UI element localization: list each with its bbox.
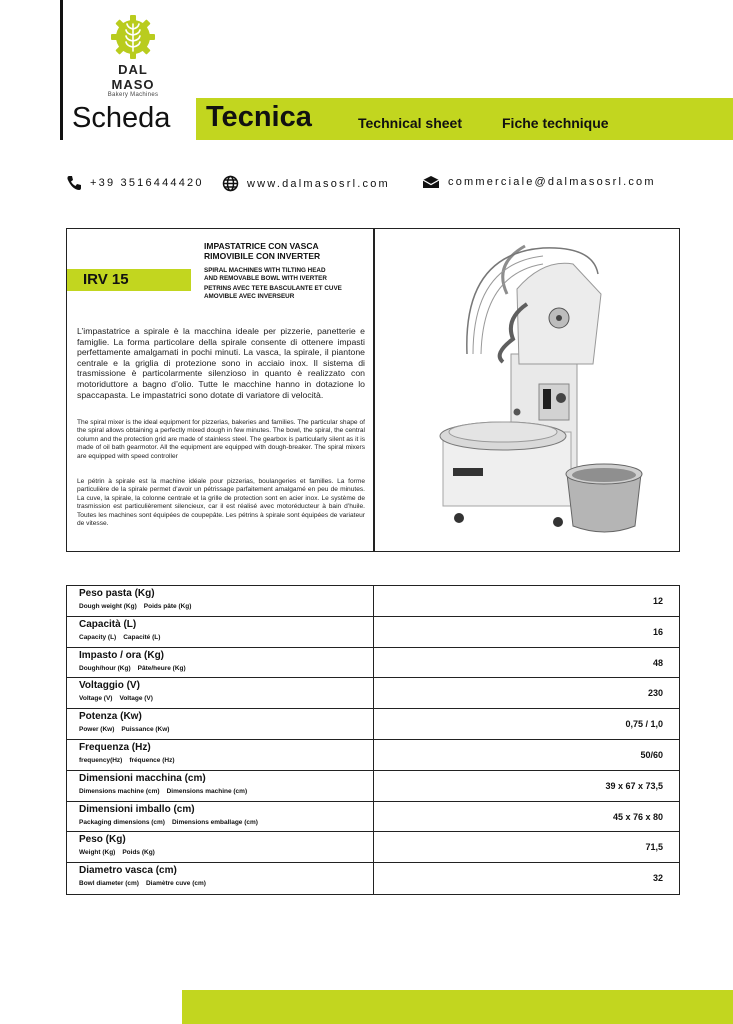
title-row [0,98,733,140]
description-en: The spiral mixer is the ideal equipment for pizzerias, bakeries and families. The particular shape of the spiral allows obtaining a perfectly mixed dough in few minutes. The bowl, the spiral, the central column and the protection grid are made of stainless steel. The gearbox is particularly silent as it is made of oil bath gearmotor. All the equipment are equipped with dough-breaker. The spiral mixers are equipped with speed controller [77,419,365,460]
spec-row [67,740,679,771]
heading-fr-line-1: PETRINS AVEC TETE BASCULANTE ET CUVE [204,285,342,292]
spec-row [67,802,679,833]
heading-en-line-2: AND REMOVABLE BOWL WITH IVERTER [204,275,327,282]
spec-row [67,709,679,740]
heading-it [204,241,364,261]
spec-row-separator [373,802,374,832]
brand-logo [98,14,168,98]
contact-bar [66,175,686,197]
spec-row-separator [373,832,374,862]
spec-label-fr: Pâte/heure (Kg) [137,664,186,672]
spec-value: 16 [652,626,663,637]
spec-row [67,586,679,617]
title-tecnica: Tecnica [206,101,312,133]
spec-label-en: Voltage (V) [79,695,113,703]
spec-label: Frequenza (Hz) [79,741,151,753]
spec-label: Capacità (L) [79,618,137,630]
spec-row-separator [373,648,374,678]
spec-label-en: Weight (Kg) [79,849,116,857]
spec-value: 50/60 [640,749,663,760]
spec-row-separator [373,771,374,801]
spec-translations [79,757,175,764]
spec-label: Peso (Kg) [79,834,126,846]
spec-label-en: Bowl diameter (cm) [79,880,139,888]
spec-row-separator [373,863,374,894]
spec-label: Voltaggio (V) [79,680,140,692]
brand-tagline: Bakery Machines [107,92,159,98]
heading-fr-line-2: AMOVIBLE AVEC INVERSEUR [204,293,295,300]
heading-it-line-1: IMPASTATRICE CON VASCA [204,241,319,251]
spec-translations [79,603,191,610]
spec-translations [79,695,153,702]
spec-row [67,863,679,894]
spec-label: Dimensioni imballo (cm) [79,803,195,815]
heading-en [204,267,364,283]
spec-row [67,771,679,802]
spec-label-fr: Capacité (L) [123,633,161,641]
spec-label: Impasto / ora (Kg) [79,649,165,661]
spec-row-separator [373,740,374,770]
model-name: IRV 15 [83,271,129,288]
heading-fr [204,285,364,301]
spec-translations [79,665,186,672]
spec-label-fr: Voltage (V) [119,695,153,703]
specifications-table [66,585,680,895]
spec-label-en: Dimensions machine (cm) [79,787,160,795]
globe-icon [222,175,239,192]
spec-label: Diametro vasca (cm) [79,865,177,877]
heading-en-line-1: SPIRAL MACHINES WITH TILTING HEAD [204,267,326,274]
website-url: www.dalmasosrl.com [247,177,390,190]
spec-value: 48 [652,657,663,668]
phone-icon [66,175,82,191]
contact-web[interactable] [222,175,390,192]
spec-row [67,678,679,709]
spec-value: 39 x 67 x 73,5 [605,780,663,791]
product-headings [204,241,364,301]
spec-translations [79,880,206,887]
spec-label: Peso pasta (Kg) [79,588,155,599]
title-scheda: Scheda [72,102,171,134]
spec-label-en: Dough/hour (Kg) [79,664,131,672]
model-bar [67,269,191,291]
spec-label-en: frequency(Hz) [79,756,123,764]
spec-row-separator [373,709,374,739]
footer-accent-bar [182,990,733,1024]
spec-label-en: Power (Kw) [79,726,115,734]
spec-label: Dimensioni macchina (cm) [79,772,206,784]
spec-label-fr: fréquence (Hz) [129,756,175,764]
spec-translations [79,819,258,826]
spec-row-separator [373,586,374,616]
spec-translations [79,788,247,795]
envelope-icon [422,175,440,189]
spec-label-fr: Diamètre cuve (cm) [145,880,206,888]
spec-translations [79,634,160,641]
contact-phone[interactable] [66,175,204,191]
brand-name: DAL MASO [111,62,155,92]
title-fiche-technique: Fiche technique [502,115,609,131]
spec-label-fr: Dimensions machine (cm) [166,787,248,795]
gear-wheat-icon [110,14,156,60]
spec-value: 45 x 76 x 80 [612,811,663,822]
spec-value: 230 [647,688,663,699]
spec-translations [79,726,169,733]
spec-value: 32 [652,873,663,884]
spec-translations [79,849,155,856]
heading-it-line-2: RIMOVIBILE CON INVERTER [204,251,321,261]
description-it: L’impastatrice a spirale è la macchina ideale per pizzerie, panetterie e famiglie. La forma particolare della spirale consente di ottenere impasti perfettamente amalgamati in pochi minuti. La vasca, la spirale, il piantone centrale e la griglia di protezione sono in acciaio inox. Il sistema di trasmissione è particolarmente silenzioso in quanto è realizzato con motoriduttore a bagno d’olio. Tutte le macchine hanno in dotazione lo spaccapasta. Le impastatrici sono dotate di variatore di velocità. [77,326,365,400]
product-box [66,228,680,552]
spec-row-separator [373,617,374,647]
spiral-mixer-image [433,234,653,534]
product-box-divider [373,229,375,551]
spec-label: Potenza (Kw) [79,711,142,723]
spec-row [67,648,679,679]
spec-label-fr: Puissance (Kw) [121,726,170,734]
spec-label-en: Dough weight (Kg) [79,603,137,610]
spec-label-fr: Poids (Kg) [122,849,155,857]
phone-number: +39 3516444420 [90,177,204,189]
spec-value: 71,5 [645,842,663,853]
spec-row-separator [373,678,374,708]
spec-label-fr: Dimensions emballage (cm) [171,818,258,826]
spec-label-en: Capacity (L) [79,633,117,641]
description-fr: Le pétrin à spirale est la machine idéale pour pizzerias, boulangeries et familles. La forme particulière de la spirale permet d’avoir un pétrissage parfaitement amalgamé en peu de minutes. La cuve, la spirale, la colonne centrale et la grille de protection sont en acier inox. Le système de trasmission est particulièrement silencieux, car il est réalisé avec motoréducteur à bain d’huile. Toutes les machines sont équipées de coupepâte. Les pétrins à spirale sont équipées de variateur de vitesse. [77,478,365,528]
spec-value: 0,75 / 1,0 [625,719,663,730]
spec-label-fr: Poids pâte (Kg) [143,603,192,610]
spec-value: 12 [652,596,663,606]
spec-row [67,617,679,648]
contact-email[interactable] [422,175,656,189]
title-technical-sheet: Technical sheet [358,115,463,131]
spec-row [67,832,679,863]
email-address: commerciale@dalmasosrl.com [448,176,656,188]
spec-label-en: Packaging dimensions (cm) [79,818,165,826]
